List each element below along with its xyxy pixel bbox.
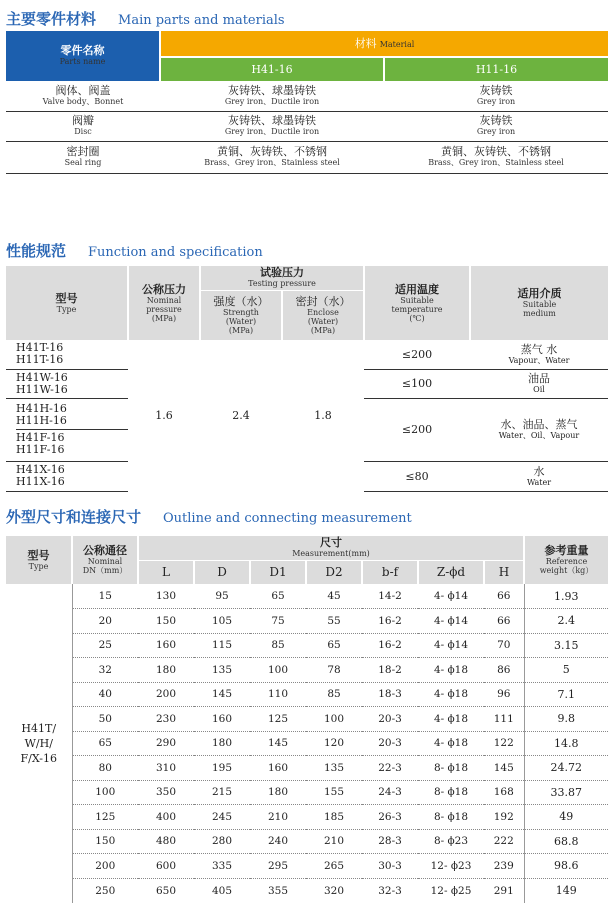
table-cell: 145	[484, 756, 524, 781]
table-cell: 4- ϕ18	[418, 658, 484, 683]
table-cell: 110	[250, 682, 306, 707]
table-cell: 100	[72, 780, 138, 805]
model-h11-header: H11-16	[384, 57, 608, 81]
specification-table	[6, 266, 608, 492]
table-cell: 16-2	[362, 633, 418, 658]
table-cell: 295	[250, 854, 306, 879]
table-cell: 155	[306, 780, 362, 805]
table-cell: 24.72	[524, 756, 608, 781]
type-header: 型号 Type	[6, 536, 72, 584]
table-cell: 85	[250, 633, 306, 658]
material-row: 阀体、阀盖 Valve body、Bonnet 灰铸铁、球墨铸铁 Grey iron、Ductile iron 灰铸铁 Grey iron	[6, 81, 608, 111]
table-cell: 86	[484, 658, 524, 683]
table-cell: 4- ϕ18	[418, 682, 484, 707]
table-row	[6, 584, 608, 609]
table-cell: 66	[497, 590, 511, 602]
model-cell: H41W-16 H11W-16	[6, 369, 128, 398]
table-cell: 12- ϕ25	[418, 878, 484, 903]
measurement-header: 尺寸 Measurement(mm)	[138, 536, 524, 560]
table-cell: 85	[306, 682, 362, 707]
table-cell: 2.4	[524, 609, 608, 634]
medium-value: 蒸气 水 Vapour、Water	[470, 340, 608, 369]
table-cell: 4- ϕ14	[418, 609, 484, 634]
table-cell: 160	[250, 756, 306, 781]
table-cell: 100	[250, 658, 306, 683]
table-cell: 32	[72, 658, 138, 683]
strength-header: 强度（水） Strength (Water) (MPa)	[200, 290, 282, 340]
table-cell: 195	[194, 756, 250, 781]
table-cell: 33.87	[524, 780, 608, 805]
table-cell: 150	[72, 829, 138, 854]
table-cell: 30-3	[362, 854, 418, 879]
nominal-pressure-value: 1.6	[155, 409, 173, 422]
table-cell: 200	[138, 682, 194, 707]
col-l-header: L	[138, 560, 194, 584]
table-cell: 145	[250, 731, 306, 756]
section3-title-en: Outline and connecting measurement	[163, 511, 412, 526]
table-cell: 20	[72, 609, 138, 634]
table-cell: 66	[484, 609, 524, 634]
col-h-header: H	[484, 560, 524, 584]
table-cell: 8- ϕ18	[418, 756, 484, 781]
table-cell: 192	[484, 805, 524, 830]
table-row	[6, 682, 608, 707]
materials-table	[6, 31, 608, 174]
temperature-header: 适用温度 Suitable temperature (℃)	[364, 266, 470, 340]
table-row	[6, 731, 608, 756]
table-cell: 350	[138, 780, 194, 805]
model-cell: H41H-16 H11H-16 H41F-16 H11F-16	[6, 398, 128, 461]
table-cell: 75	[250, 609, 306, 634]
table-cell: 8- ϕ23	[418, 829, 484, 854]
col-d1-header: D1	[250, 560, 306, 584]
table-cell: 320	[306, 878, 362, 903]
table-row	[6, 780, 608, 805]
model-h41-header: H41-16	[160, 57, 384, 81]
table-cell: 180	[250, 780, 306, 805]
section1-title-cn: 主要零件材料	[6, 10, 97, 28]
table-cell: 265	[306, 854, 362, 879]
table-cell: 120	[306, 731, 362, 756]
table-cell: 25	[72, 633, 138, 658]
table-cell: 600	[138, 854, 194, 879]
table-row	[6, 805, 608, 830]
table-row	[6, 829, 608, 854]
table-cell: 335	[194, 854, 250, 879]
col-zd-header: Z-ϕd	[418, 560, 484, 584]
table-cell: 122	[484, 731, 524, 756]
table-cell: 400	[138, 805, 194, 830]
table-cell: 168	[484, 780, 524, 805]
table-cell: 96	[484, 682, 524, 707]
material-row: 阀瓣 Disc 灰铸铁、球墨铸铁 Grey iron、Ductile iron 灰铸铁 Grey iron	[6, 111, 608, 141]
medium-value: 水、油品、蒸气 Water、Oil、Vapour	[470, 398, 608, 461]
table-cell: 160	[138, 633, 194, 658]
table-cell: 70	[484, 633, 524, 658]
table-cell: 650	[138, 878, 194, 903]
table-cell: 291	[484, 878, 524, 903]
section1-title-en: Main parts and materials	[118, 13, 285, 28]
material-header: 材料 Material	[160, 31, 608, 57]
col-d2-header: D2	[306, 560, 362, 584]
table-cell: 50	[72, 707, 138, 732]
table-cell: 26-3	[362, 805, 418, 830]
table-cell: 480	[138, 829, 194, 854]
table-cell: 98.6	[524, 854, 608, 879]
material-row: 密封圈 Seal ring 黄铜、灰铸铁、不锈钢 Brass、Grey iron、Stainless steel 黄铜、灰铸铁、不锈钢 Brass、Grey iron、Stainless steel	[6, 141, 608, 173]
table-cell: 405	[194, 878, 250, 903]
table-cell: 55	[306, 609, 362, 634]
table-cell: 8- ϕ18	[418, 805, 484, 830]
table-cell: 15	[72, 584, 138, 609]
col-bf-header: b-f	[362, 560, 418, 584]
table-cell: 1.93	[524, 584, 608, 609]
table-cell: 100	[306, 707, 362, 732]
table-cell: 20-3	[362, 707, 418, 732]
table-cell: 185	[306, 805, 362, 830]
table-cell: 355	[250, 878, 306, 903]
table-cell: 3.15	[524, 633, 608, 658]
table-cell: 135	[194, 658, 250, 683]
table-cell: 28-3	[362, 829, 418, 854]
table-cell: 111	[484, 707, 524, 732]
table-cell: 130	[155, 590, 177, 602]
table-cell: 12- ϕ23	[418, 854, 484, 879]
testing-pressure-header: 试验压力 Testing pressure	[200, 266, 364, 290]
table-cell: 14.8	[524, 731, 608, 756]
table-cell: 49	[524, 805, 608, 830]
temperature-value: ≤80	[364, 461, 470, 491]
table-cell: 16-2	[362, 609, 418, 634]
table-cell: 160	[194, 707, 250, 732]
medium-value: 油品 Oil	[470, 369, 608, 398]
enclose-header: 密封（水） Enclose (Water) (MPa)	[282, 290, 364, 340]
table-cell: 18-2	[362, 658, 418, 683]
table-row	[6, 878, 608, 903]
table-cell: 40	[72, 682, 138, 707]
table-cell: 210	[250, 805, 306, 830]
table-cell: 24-3	[362, 780, 418, 805]
model-cell: H41T-16 H11T-16	[6, 340, 128, 369]
section2-title-cn: 性能规范	[6, 242, 67, 260]
table-cell: 45	[327, 590, 341, 602]
table-cell: 22-3	[362, 756, 418, 781]
table-cell: 310	[138, 756, 194, 781]
table-cell: 20-3	[362, 731, 418, 756]
medium-value: 水 Water	[470, 461, 608, 491]
weight-header: 参考重量 Reference weight（kg）	[524, 536, 608, 584]
table-row	[6, 707, 608, 732]
table-cell: 68.8	[524, 829, 608, 854]
table-cell: 14-2	[378, 590, 402, 602]
table-row	[6, 609, 608, 634]
table-row	[6, 756, 608, 781]
table-cell: 210	[306, 829, 362, 854]
table-cell: 135	[306, 756, 362, 781]
table-cell: 180	[194, 731, 250, 756]
section2-title	[6, 240, 263, 261]
section3-title-cn: 外型尺寸和连接尺寸	[6, 508, 142, 526]
table-cell: 5	[524, 658, 608, 683]
enclose-value: 1.8	[314, 409, 332, 422]
table-cell: 215	[194, 780, 250, 805]
temperature-value: ≤100	[364, 369, 470, 398]
table-cell: 222	[484, 829, 524, 854]
table-cell: 65	[306, 633, 362, 658]
table-row	[6, 854, 608, 879]
temperature-value: ≤200	[364, 340, 470, 369]
section1-title	[6, 8, 285, 29]
strength-value: 2.4	[232, 409, 250, 422]
type-label: H41T/ W/H/ F/X-16	[20, 721, 57, 765]
table-cell: 105	[194, 609, 250, 634]
table-cell: 65	[72, 731, 138, 756]
table-cell: 115	[194, 633, 250, 658]
parts-name-header: 零件名称 Parts name	[6, 31, 160, 81]
table-cell: 32-3	[362, 878, 418, 903]
table-cell: 9.8	[524, 707, 608, 732]
nominal-pressure-header: 公称压力 Nominal pressure (MPa)	[128, 266, 200, 340]
table-cell: 145	[194, 682, 250, 707]
table-row	[6, 633, 608, 658]
table-cell: 149	[524, 878, 608, 903]
table-cell: 4- ϕ18	[418, 707, 484, 732]
table-cell: 280	[194, 829, 250, 854]
section3-title	[6, 506, 412, 527]
col-d-header: D	[194, 560, 250, 584]
table-cell: 95	[215, 590, 229, 602]
table-cell: 180	[138, 658, 194, 683]
table-cell: 65	[271, 590, 285, 602]
table-cell: 150	[138, 609, 194, 634]
table-cell: 240	[250, 829, 306, 854]
table-cell: 250	[72, 878, 138, 903]
table-cell: 7.1	[524, 682, 608, 707]
table-cell: 4- ϕ14	[433, 590, 469, 602]
table-cell: 125	[72, 805, 138, 830]
table-cell: 8- ϕ18	[418, 780, 484, 805]
nominal-dn-header: 公称通径 Nominal DN（mm）	[72, 536, 138, 584]
temperature-value: ≤200	[364, 398, 470, 461]
table-cell: 125	[250, 707, 306, 732]
table-cell: 4- ϕ14	[418, 633, 484, 658]
table-cell: 230	[138, 707, 194, 732]
table-cell: 78	[306, 658, 362, 683]
table-cell: 4- ϕ18	[418, 731, 484, 756]
table-cell: 245	[194, 805, 250, 830]
section2-title-en: Function and specification	[88, 245, 263, 260]
measurement-table	[6, 536, 608, 903]
table-cell: 239	[484, 854, 524, 879]
table-row	[6, 658, 608, 683]
table-cell: 80	[72, 756, 138, 781]
model-cell: H41X-16 H11X-16	[6, 461, 128, 491]
medium-header: 适用介质 Suitable medium	[470, 266, 608, 340]
table-cell: 200	[72, 854, 138, 879]
table-cell: 290	[138, 731, 194, 756]
table-cell: 18-3	[362, 682, 418, 707]
type-header: 型号 Type	[6, 266, 128, 340]
